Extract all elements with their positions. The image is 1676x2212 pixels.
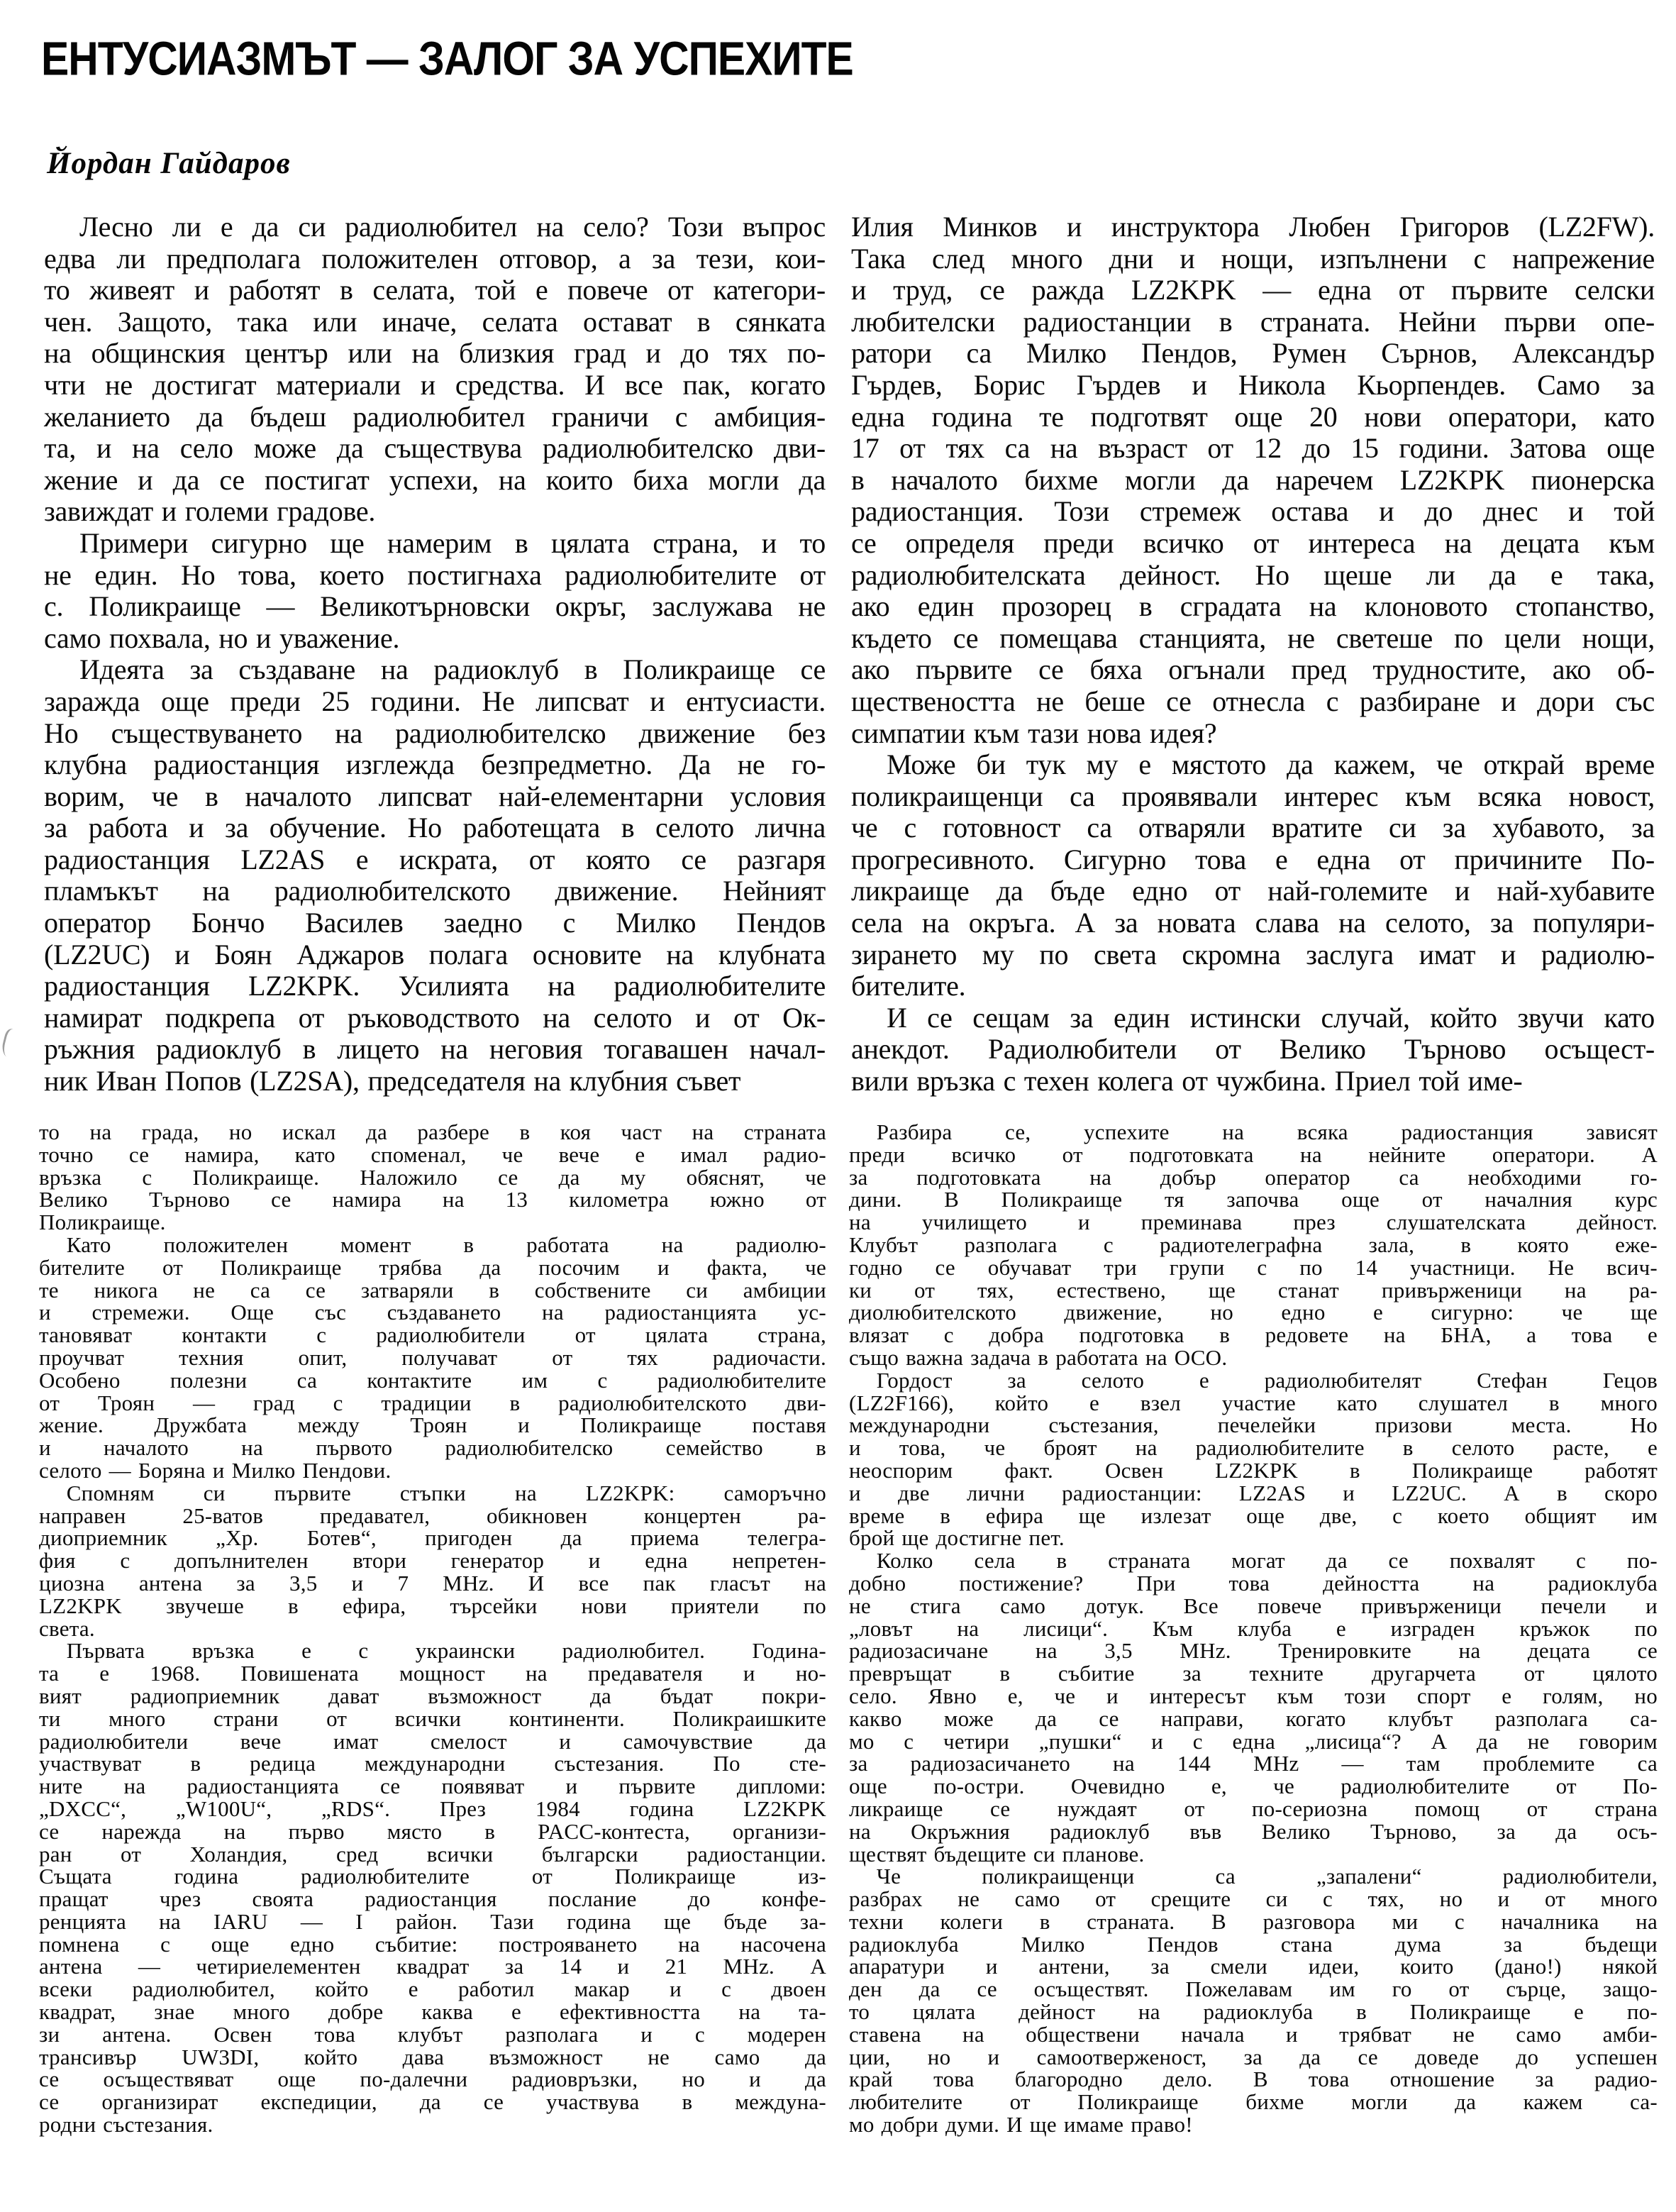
column-top-right — [851, 211, 1655, 1097]
text-line: за подготовката на добър оператор са необходими го- — [849, 1164, 1658, 1190]
text-line: време в ефира ще излезат още две, с което общият им — [849, 1503, 1658, 1528]
text-line: разбрах не само от срещите си с тях, но и от много — [849, 1886, 1658, 1912]
paragraph — [849, 1121, 1658, 1369]
text-line: от Троян — град с традиции в радиолюбителското дви- — [39, 1390, 826, 1415]
text-line: чен. Защото, така или иначе, селата остават в сянката — [44, 305, 826, 338]
text-line: и две лични радиостанции: LZ2AS и LZ2UC. А в скоро — [849, 1480, 1658, 1505]
text-line: влязат с добра подготовка в редовете на БНА, а това е — [849, 1322, 1658, 1348]
text-line: Може би тук му е мястото да кажем, че открай време — [887, 748, 1655, 781]
text-line: се определя преди всичко от интереса на децата към — [851, 526, 1655, 559]
text-line: точно се намира, като споменал, че вече е имал радио- — [39, 1141, 826, 1167]
text-line: квадрат, знае много добре каква е ефективността на та- — [39, 1999, 826, 2025]
text-line: то живеят и работят в селата, той е повече от категори- — [44, 274, 826, 306]
text-line: ти много страни от всички континенти. Поликраишките — [39, 1705, 826, 1731]
text-line: край това благородно дело. В това отношение за радио- — [849, 2067, 1658, 2092]
text-line: и стремежи. Още със създаването на радиостанцията ус- — [39, 1300, 826, 1325]
text-line: техни колеги в страната. В разговора ми с началника на — [849, 1908, 1658, 1934]
text-line: вият радиоприемник дават възможност да бъдат покри- — [39, 1683, 826, 1708]
text-line: годно се обучават три групи с по 14 участници. Не всич- — [849, 1254, 1658, 1280]
text-line: с. Поликраище — Великотърновски окръг, заслужава не — [44, 590, 826, 623]
text-line: Гърдев, Борис Гърдев и Никола Кьорпендев. Само за — [851, 368, 1655, 401]
paragraph — [44, 654, 826, 1097]
text-line: в началото бихме могли да наречем LZ2KPK пионерска — [851, 463, 1655, 496]
text-line: жение. Дружбата между Троян и Поликраище поставя — [39, 1412, 826, 1438]
paragraph — [851, 1002, 1655, 1097]
text-line: света. — [39, 1615, 95, 1641]
text-line: неоспорим факт. Освен LZ2KPK в Поликраище работят — [849, 1457, 1658, 1483]
text-line: жение и да се постигат успехи, на които биха могли да — [44, 463, 826, 496]
text-line: села на окръга. А за новата слава на селото, за популяри- — [851, 907, 1655, 939]
text-line: родни състезания. — [39, 2112, 213, 2138]
text-line: брой ще достигне пет. — [849, 1525, 1065, 1551]
text-line: диоприемник „Хр. Ботев“, пригоден да приема телегра- — [39, 1525, 826, 1551]
text-line: та е 1968. Повишената мощност на предавателя и но- — [39, 1661, 826, 1686]
text-line: Велико Търново се намира на 13 километра южно от — [39, 1187, 826, 1212]
text-line: една година те подготвят още 20 нови оператори, като — [851, 400, 1655, 433]
text-line: вили връзка с техен колега от чужбина. Приел той име- — [851, 1065, 1523, 1097]
paragraph — [39, 1121, 826, 1234]
text-line: Гордост за селото е радиолюбителят Стефан Гецов — [876, 1367, 1658, 1393]
text-line: дини. В Поликраище тя започва още от началния курс — [849, 1187, 1658, 1212]
text-line: ратори са Милко Пендов, Румен Сърнов, Александър — [851, 337, 1655, 370]
text-line: любителите от Поликраище бихме могли да кажем са- — [849, 2089, 1658, 2115]
text-line: Поликраище. — [39, 1210, 166, 1235]
scan-artifact — [1, 1026, 23, 1063]
text-line: участвуват в редица международни състезания. По сте- — [39, 1751, 826, 1776]
text-line: ки от тях, естествено, ще станат привърженици на ра- — [849, 1277, 1658, 1303]
text-line: се осъществяват още по-далечни радиовръзки, но и да — [39, 2067, 826, 2092]
text-line: едва ли предполага положителен отговор, а за тези, кои- — [44, 242, 826, 275]
text-line: поликраищенци са проявявали интерес към всяка новост, — [851, 780, 1655, 812]
text-line: и това, че броят на радиолюбителите в селото расте, е — [849, 1435, 1658, 1461]
text-line: Разбира се, успехите на всяка радиостанция зависят — [876, 1119, 1658, 1144]
text-line: ните на радиостанцията се появяват и първите дипломи: — [39, 1774, 826, 1799]
text-line: Така след много дни и нощи, изпълнени с напрежение — [851, 242, 1655, 275]
text-line: ако един прозорец в сградата на клоновото стопанство, — [851, 590, 1655, 623]
text-line: ренцията на IARU — I район. Тази година ще бъде за- — [39, 1908, 826, 1934]
text-line: радиостанция LZ2AS е искрата, от която се разгаря — [44, 843, 826, 875]
text-line: радиоклуба Милко Пендов стана дума за бъдещи — [849, 1931, 1658, 1957]
column-top-left — [44, 211, 826, 1097]
text-line: антена — четириелементен квадрат за 14 и 21 MHz. А — [39, 1954, 826, 1979]
text-line: зирането му по света скромна заслуга имат и радиолю- — [851, 938, 1655, 970]
text-line: се организират експедиции, да се участвува в междуна- — [39, 2089, 826, 2115]
text-line: та, и на село може да съществува радиолюбителско дви- — [44, 432, 826, 465]
text-line: бителите от Поликраище трябва да посочим и факта, че — [39, 1254, 826, 1280]
text-line: тановяват контакти с радиолюбители от цялата страна, — [39, 1322, 826, 1348]
text-line: пращат чрез своята радиостанция послание до конфе- — [39, 1886, 826, 1912]
text-line: само похвала, но и уважение. — [44, 621, 400, 654]
text-line: направен 25-ватов предавател, обикновен концертен ра- — [39, 1503, 826, 1528]
text-line: Лесно ли е да си радиолюбител на село? Този въпрос — [79, 211, 826, 243]
text-line: бителите. — [851, 970, 966, 1002]
text-line: какво може да се направи, когато клубът разполага са- — [849, 1705, 1658, 1731]
text-line: селото — Боряна и Милко Пендови. — [39, 1457, 392, 1483]
text-line: намират подкрепа от ръководството на селото и от Ок- — [44, 1001, 826, 1034]
column-bottom-right — [849, 1121, 1658, 2136]
text-line: на общинския център или на близкия град и до тях по- — [44, 337, 826, 370]
text-line: „ловът на лисици“. Към клуба е изграден кръжок по — [849, 1615, 1658, 1641]
column-bottom-left — [39, 1121, 826, 2136]
text-line: ществят бъдещите си планове. — [849, 1841, 1145, 1867]
text-line: всеки радиолюбител, който е работил макар и с двоен — [39, 1976, 826, 2002]
paragraph — [44, 528, 826, 654]
text-line: И се сещам за един истински случай, който звучи като — [887, 1001, 1655, 1034]
text-line: Първата връзка е с украински радиолюбител. Година- — [66, 1638, 826, 1664]
text-line: ликраище да бъде едно от най-големите и най-хубавите — [851, 875, 1655, 907]
text-line: пламъкът на радиолюбителското движение. Нейният — [44, 875, 826, 907]
text-line: на Окръжния радиоклуб във Велико Търново, за да осъ- — [849, 1818, 1658, 1844]
text-line: не един. Но това, което постигнаха радиолюбителите от — [44, 558, 826, 591]
text-line: Илия Минков и инструктора Любен Григоров (LZ2FW). — [851, 211, 1655, 243]
text-line: радиолюбители вече имат смелост и самочувствие да — [39, 1728, 826, 1754]
text-line: мо добри думи. И ще имаме право! — [849, 2112, 1193, 2138]
text-line: ции, но и самоотверженост, за да се доведе до успешен — [849, 2044, 1658, 2069]
text-line: се нарежда на първо място в PACC-контеста, организи- — [39, 1818, 826, 1844]
text-line: (LZ2UC) и Боян Аджаров полага основите на клубната — [44, 938, 826, 970]
text-line: ран от Холандия, сред всички български радиостанции. — [39, 1841, 826, 1867]
text-line: връзка с Поликраище. Наложило се да му обяснят, че — [39, 1164, 826, 1190]
text-line: радиостанция. Този стремеж остава и до днес и той — [851, 495, 1655, 528]
paragraph — [44, 211, 826, 528]
text-line: клубна радиостанция изглежда безпредметно. Да не го- — [44, 748, 826, 781]
text-line: то на града, но искал да разбере в коя част на страната — [39, 1119, 826, 1144]
text-line: ако първите се бяха огънали пред трудностите, ако об- — [851, 653, 1655, 686]
text-line: Като положителен момент в работата на радиолю- — [66, 1232, 826, 1257]
text-line: Примери сигурно ще намерим в цялата страна, и то — [79, 526, 826, 559]
text-line: мо с четири „пушки“ и с една „лисица“? А да не говорим — [849, 1728, 1658, 1754]
text-line: радиостанция LZ2KPK. Усилията на радиолюбителите — [44, 970, 826, 1002]
text-line: трансивър UW3DI, който дава възможност не само да — [39, 2044, 826, 2069]
text-line: циозна антена за 3,5 и 7 MHz. И все пак гласът на — [39, 1570, 826, 1596]
text-line: още по-остри. Очевидно е, че радиолюбителите от По- — [849, 1774, 1658, 1799]
text-line: желанието да бъдеш радиолюбител граничи с амбиция- — [44, 400, 826, 433]
text-line: ворим, че в началото липсват най-елементарни условия — [44, 780, 826, 812]
text-line: ставена на обществени начала и трябват не само амби- — [849, 2021, 1658, 2047]
text-line: и труд, се ражда LZ2KPK — една от първите селски — [851, 274, 1655, 306]
text-line: 17 от тях са на възраст от 12 до 15 години. Затова още — [851, 432, 1655, 465]
text-line: фия с допълнителен втори генератор и една непретен- — [39, 1548, 826, 1574]
text-line: Но съществуването на радиолюбителско движение без — [44, 717, 826, 749]
text-line: Спомням си първите стъпки на LZ2KPK: саморъчно — [66, 1480, 826, 1505]
text-line: ден да се осъществят. Пожелавам им го от сърце, защо- — [849, 1976, 1658, 2002]
text-line: апаратури и антени, за смели идеи, които (дано!) някой — [849, 1954, 1658, 1979]
text-line: на училището и преминава през слушателската дейност. — [849, 1210, 1658, 1235]
text-line: превръщат в събитие за техните другарчета от цялото — [849, 1661, 1658, 1686]
text-line: помнена с още едно събитие: построяването на насочена — [39, 1931, 826, 1957]
text-line: международни състезания, печелейки призови места. Но — [849, 1412, 1658, 1438]
text-line: Идеята за създаване на радиоклуб в Поликраище се — [79, 653, 826, 686]
text-line: също важна задача в работата на ОСО. — [849, 1344, 1228, 1370]
text-line: Клубът разполага с радиотелеграфна зала, в която еже- — [849, 1232, 1658, 1257]
text-line: симпатии към тази нова идея? — [851, 717, 1217, 749]
text-line: добно постижение? При това дейността на радиоклуба — [849, 1570, 1658, 1596]
text-line: диолюбителското движение, но едно е сигурно: че ще — [849, 1300, 1658, 1325]
text-line: „DXCC“, „W100U“, „RDS“. През 1984 година LZ2KPK — [39, 1796, 826, 1821]
text-line: то цялата дейност на радиоклуба в Поликраище е по- — [849, 1999, 1658, 2025]
text-line: заражда още преди 25 години. Не липсват и ентусиасти. — [44, 685, 826, 717]
paragraph — [849, 1369, 1658, 1549]
text-line: ществеността не беше се отнесла с разбиране и дори със — [851, 685, 1655, 717]
text-line: не стига само дотук. Все повече привърженици печели и — [849, 1593, 1658, 1618]
text-line: за радиозасичането на 144 MHz — там проблемите са — [849, 1751, 1658, 1776]
paragraph — [849, 1549, 1658, 1865]
text-line: че с готовност са отваряли вратите си за хубавото, за — [851, 812, 1655, 844]
text-line: чти не достигат материали и средства. И все пак, когато — [44, 368, 826, 401]
paragraph — [39, 1482, 826, 1640]
paragraph — [849, 1865, 1658, 2136]
text-line: прогресивното. Сигурно това е една от причините По- — [851, 843, 1655, 875]
text-line: (LZ2F166), който е взел участие като слушател в много — [849, 1390, 1658, 1415]
text-line: където се помещава станцията, не светеше по цели нощи, — [851, 621, 1655, 654]
text-line: завиждат и големи градове. — [44, 495, 376, 528]
text-line: зи антена. Освен това клубът разполага и с модерен — [39, 2021, 826, 2047]
text-line: ликраище се нуждаят от по-сериозна помощ от страна — [849, 1796, 1658, 1821]
text-line: ник Иван Попов (LZ2SA), председателя на клубния съвет — [44, 1065, 741, 1097]
article-author: Йордан Гайдаров — [47, 147, 291, 180]
text-line: Особено полезни са контактите им с радиолюбителите — [39, 1367, 826, 1393]
text-line: и началото на първото радиолюбителско семейство в — [39, 1435, 826, 1461]
text-line: за работа и за обучение. Но работещата в селото лична — [44, 812, 826, 844]
text-line: ръжния радиоклуб в лицето на неговия тогавашен начал- — [44, 1033, 826, 1066]
paragraph — [851, 749, 1655, 1002]
text-line: село. Явно е, че и интересът към този спорт е голям, но — [849, 1683, 1658, 1708]
text-line: Колко села в страната могат да се похвалят с по- — [876, 1548, 1658, 1574]
text-line: оператор Бончо Василев заедно с Милко Пендов — [44, 907, 826, 939]
paragraph — [39, 1234, 826, 1482]
text-line: радиозасичане на 3,5 MHz. Тренировките на децата се — [849, 1638, 1658, 1664]
text-line: проучват техния опит, получават от тях радиочасти. — [39, 1344, 826, 1370]
text-line: те никога не са се затваряли в собствените си амбиции — [39, 1277, 826, 1303]
text-line: радиолюбителската дейност. Но щеше ли да е така, — [851, 558, 1655, 591]
text-line: преди всичко от подготовката на нейните оператори. А — [849, 1141, 1658, 1167]
text-line: любителски радиостанции в страната. Нейни първи опе- — [851, 305, 1655, 338]
paragraph — [851, 211, 1655, 749]
text-line: Същата година радиолюбителите от Поликраище из- — [39, 1864, 826, 1889]
text-line: LZ2KPK звучеше в ефира, търсейки нови приятели по — [39, 1593, 826, 1618]
article-title: ЕНТУСИАЗМЪТ — ЗАЛОГ ЗА УСПЕХИТЕ — [41, 32, 853, 86]
text-line: анекдот. Радиолюбители от Велико Търново осъщест- — [851, 1033, 1655, 1066]
text-line: Че поликраищенци са „запалени“ радиолюбители, — [876, 1864, 1658, 1889]
paragraph — [39, 1639, 826, 2136]
